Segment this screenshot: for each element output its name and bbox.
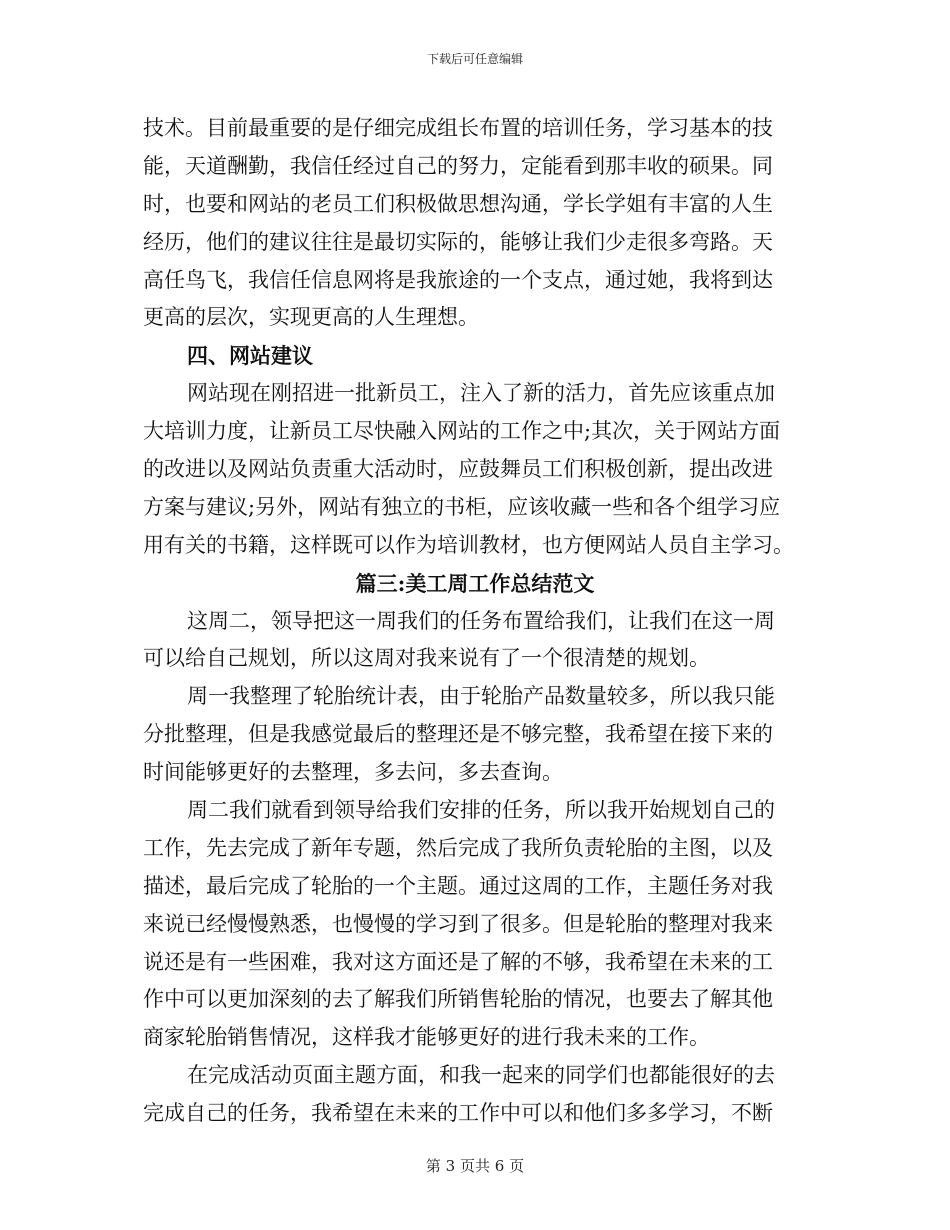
body-line: 完成自己的任务，我希望在未来的工作中可以和他们多多学习，不断 — [143, 1101, 773, 1126]
body-line: 用有关的书籍，这样既可以作为培训教材，也方便网站人员自主学习。 — [143, 532, 794, 557]
body-line: 高任鸟飞，我信任信息网将是我旅途的一个支点，通过她，我将到达 — [143, 267, 773, 292]
body-line: 商家轮胎销售情况，这样我才能够更好的进行我未来的工作。 — [143, 1025, 710, 1050]
document-body — [143, 110, 807, 1133]
paragraph-first-line: 在完成活动页面主题方面，和我一起来的同学们也都能很好的去 — [187, 1063, 775, 1088]
body-line: 分批整理，但是我感觉最后的整理还是不够完整，我希望在接下来的 — [143, 722, 773, 747]
body-line: 技术。目前最重要的是仔细完成组长布置的培训任务，学习基本的技 — [143, 116, 773, 140]
body-line: 时，也要和网站的老员工们积极做思想沟通，学长学姐有丰富的人生 — [143, 191, 773, 216]
body-line: 时间能够更好的去整理，多去问，多去查询。 — [143, 760, 563, 785]
paragraph-first-line: 周二我们就看到领导给我们安排的任务，所以我开始规划自己的 — [187, 798, 775, 823]
body-line: 可以给自己规划，所以这周对我来说有了一个很清楚的规划。 — [143, 646, 710, 671]
paragraph-first-line: 周一我整理了轮胎统计表，由于轮胎产品数量较多，所以我只能 — [187, 684, 775, 709]
article-title: 篇三:美工周工作总结范文 — [355, 570, 595, 596]
body-line: 经历，他们的建议往往是最切实际的，能够让我们少走很多弯路。天 — [143, 229, 773, 254]
body-line: 说还是有一些困难，我对这方面还是了解的不够，我希望在未来的工 — [143, 949, 773, 974]
section-heading: 四、网站建议 — [187, 343, 313, 369]
body-line: 来说已经慢慢熟悉，也慢慢的学习到了很多。但是轮胎的整理对我来 — [143, 911, 773, 936]
body-line: 大培训力度，让新员工尽快融入网站的工作之中;其次，关于网站方面 — [143, 419, 781, 444]
body-line: 工作，先去完成了新年专题，然后完成了我所负责轮胎的主图，以及 — [143, 835, 773, 860]
paragraph-first-line: 网站现在刚招进一批新员工，注入了新的活力，首先应该重点加 — [187, 381, 775, 406]
paragraph-first-line: 这周二，领导把这一周我们的任务布置给我们，让我们在这一周 — [187, 608, 775, 633]
page-number: 第 3 页共 6 页 — [425, 1157, 525, 1175]
body-line: 更高的层次，实现更高的人生理想。 — [143, 305, 479, 330]
body-line: 的改进以及网站负责重大活动时，应鼓舞员工们积极创新，提出改进 — [143, 457, 773, 482]
body-line: 能，天道酬勤，我信任经过自己的努力，定能看到那丰收的硕果。同 — [143, 153, 773, 178]
body-line: 描述，最后完成了轮胎的一个主题。通过这周的工作，主题任务对我 — [143, 873, 773, 898]
page-header: 下载后可任意编辑 — [426, 52, 523, 66]
body-line: 方案与建议;另外，网站有独立的书柜，应该收藏一些和各个组学习应 — [143, 494, 781, 519]
body-line: 作中可以更加深刻的去了解我们所销售轮胎的情况，也要去了解其他 — [143, 987, 773, 1012]
